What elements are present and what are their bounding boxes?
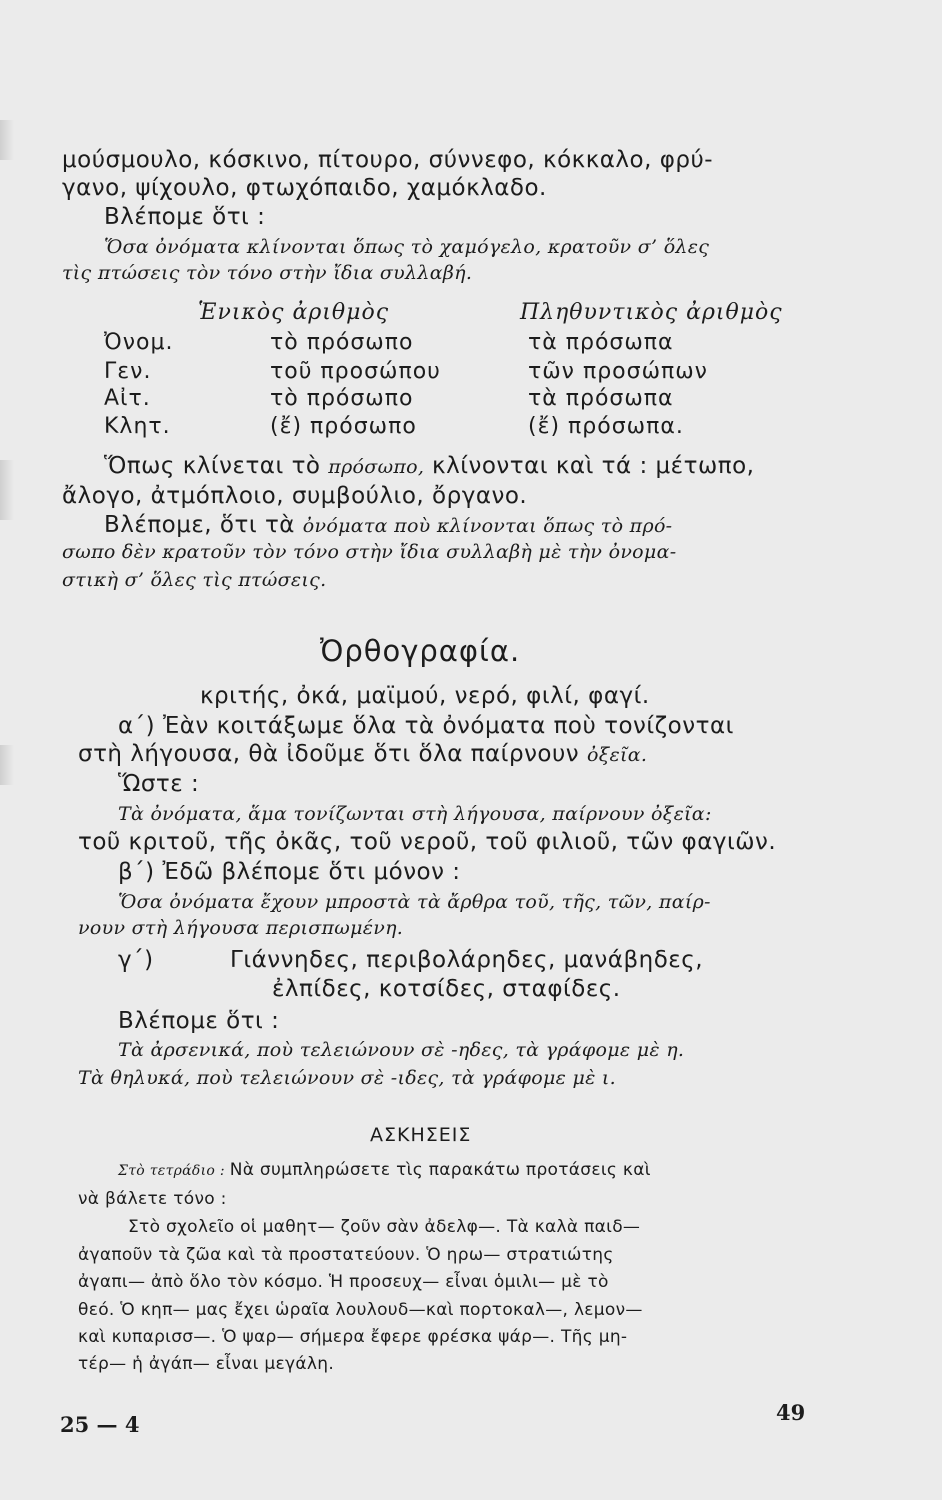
exercise-line-4: ἀγαποῦν τὰ ζῶα καὶ τὰ προστατεύουν. Ὁ ηρω— στρατιώτης — [78, 1245, 614, 1265]
exercise-line-2: νὰ βάλετε τόνο : — [78, 1189, 227, 1209]
genitive-examples: τοῦ κριτοῦ, τῆς ὀκᾶς, τοῦ νεροῦ, τοῦ φιλιοῦ, τῶν φαγιῶν. — [78, 829, 777, 855]
rule-a-statement: Τὰ ὀνόματα, ἅμα τονίζωνται στὴ λήγουσα, παίρνουν ὀξεῖα: — [118, 803, 712, 825]
page-number: 49 — [776, 1400, 806, 1425]
scan-edge-shadow — [0, 120, 14, 160]
para2-line-3: Βλέπομε, ὅτι τὰ ὀνόματα ποὺ κλίνονται ὅπως τὸ πρό- — [104, 512, 673, 538]
scan-edge-shadow — [0, 460, 14, 520]
orthography-examples: κριτής, ὀκά, μαϊμού, νερό, φιλί, φαγί. — [200, 683, 650, 709]
singular-form: (ἔ) πρόσωπο — [270, 414, 417, 439]
singular-header: Ἑνικὸς ἀριθμὸς — [198, 300, 390, 325]
intro-line-2: γανο, ψίχουλο, φτωχόπαιδο, χαμόκλαδο. — [62, 175, 547, 201]
exercise-line-5: ἀγαπι— ἀπὸ ὅλο τὸν κόσμο. Ἡ προσευχ— εἶναι ὁμιλι— μὲ τὸ — [78, 1272, 609, 1292]
rule-b-statement-1: Ὅσα ὀνόματα ἔχουν μπροστὰ τὰ ἄρθρα τοῦ, τῆς, τῶν, παίρ- — [118, 891, 711, 913]
plural-form: τῶν προσώπων — [528, 359, 708, 384]
rule-a-line-2: στὴ λήγουσα, θὰ ἰδοῦμε ὅτι ὅλα παίρνουν ὀξεῖα. — [78, 741, 648, 767]
plural-form: (ἔ) πρόσωπα. — [528, 414, 684, 439]
para2-line-5: στικὴ σ’ ὅλες τὶς πτώσεις. — [62, 569, 327, 591]
so-line: Ὥστε : — [118, 771, 200, 797]
case-label: Αἰτ. — [104, 386, 151, 411]
exercise-line-7: καὶ κυπαρισσ—. Ὁ ψαρ— σήμερα ἔφερε φρέσκα ψάρ—. Τῆς μη- — [78, 1327, 628, 1347]
exercises-title: ΑΣΚΗΣΕΙΣ — [370, 1124, 472, 1146]
signature-mark: 25 — 4 — [60, 1412, 140, 1437]
plural-header: Πληθυντικὸς ἀριθμὸς — [520, 300, 783, 325]
intro-rule-1: Ὅσα ὀνόματα κλίνονται ὅπως τὸ χαμόγελο, κρατοῦν σ’ ὅλες — [104, 236, 710, 258]
intro-line-3: Βλέπομε ὅτι : — [104, 204, 266, 230]
plural-form: τὰ πρόσωπα — [528, 330, 674, 355]
rule-g-statement-1: Τὰ ἀρσενικά, ποὺ τελειώνουν σὲ -ηδες, τὰ γράφομε μὲ η. — [118, 1039, 685, 1061]
intro-rule-2: τὶς πτώσεις τὸν τόνο στὴν ἴδια συλλαβή. — [62, 262, 473, 284]
rule-b-statement-2: νουν στὴ λήγουσα περισπωμένη. — [78, 917, 404, 939]
rule-a-line-1: α΄) Ἐὰν κοιτάξωμε ὅλα τὰ ὀνόματα ποὺ τονίζονται — [118, 713, 734, 739]
rule-g-statement-2: Τὰ θηλυκά, ποὺ τελειώνουν σὲ -ιδες, τὰ γράφομε μὲ ι. — [78, 1067, 617, 1089]
exercise-line-1: Στὸ τετράδιο : Νὰ συμπληρώσετε τὶς παρακάτω προτάσεις καὶ — [118, 1160, 651, 1180]
rule-g-examples-1: Γιάννηδες, περιβολάρηδες, μανάβηδες, — [230, 947, 704, 973]
singular-form: τὸ πρόσωπο — [270, 330, 414, 355]
rule-g-examples-2: ἐλπίδες, κοτσίδες, σταφίδες. — [272, 976, 621, 1002]
para2-line-4: σωπο δὲν κρατοῦν τὸν τόνο στὴν ἴδια συλλαβὴ μὲ τὴν ὀνομα- — [62, 541, 677, 563]
intro-line-1: μούσμουλο, κόσκινο, πίτουρο, σύννεφο, κόκκαλο, φρύ- — [62, 147, 714, 173]
orthography-title: Ὀρθογραφία. — [320, 634, 521, 668]
exercise-line-6: θεό. Ὁ κηπ— μας ἔχει ὡραῖα λουλουδ—καὶ πορτοκαλ—, λεμον— — [78, 1300, 643, 1320]
plural-form: τὰ πρόσωπα — [528, 386, 674, 411]
rule-b-line: β΄) Ἐδῶ βλέπομε ὅτι μόνον : — [118, 859, 461, 885]
singular-form: τοῦ προσώπου — [270, 359, 441, 384]
scan-edge-shadow — [0, 745, 14, 785]
exercise-line-8: τέρ— ἡ ἀγάπ— εἶναι μεγάλη. — [78, 1354, 335, 1374]
case-label: Γεν. — [104, 359, 152, 384]
rule-g-label: γ΄) — [118, 947, 154, 973]
see-line: Βλέπομε ὅτι : — [118, 1008, 280, 1034]
singular-form: τὸ πρόσωπο — [270, 386, 414, 411]
para2-line-2: ἄλογο, ἀτμόπλοιο, συμβούλιο, ὄργανο. — [62, 483, 528, 509]
case-label: Κλητ. — [104, 414, 171, 439]
para2-line-1: Ὅπως κλίνεται τὸ πρόσωπο, κλίνονται καὶ τά : μέτωπο, — [104, 453, 755, 479]
exercise-line-3: Στὸ σχολεῖο οἱ μαθητ— ζοῦν σὰν ἀδελφ—. Τὰ καλὰ παιδ— — [128, 1217, 641, 1237]
case-label: Ὀνομ. — [104, 330, 174, 355]
